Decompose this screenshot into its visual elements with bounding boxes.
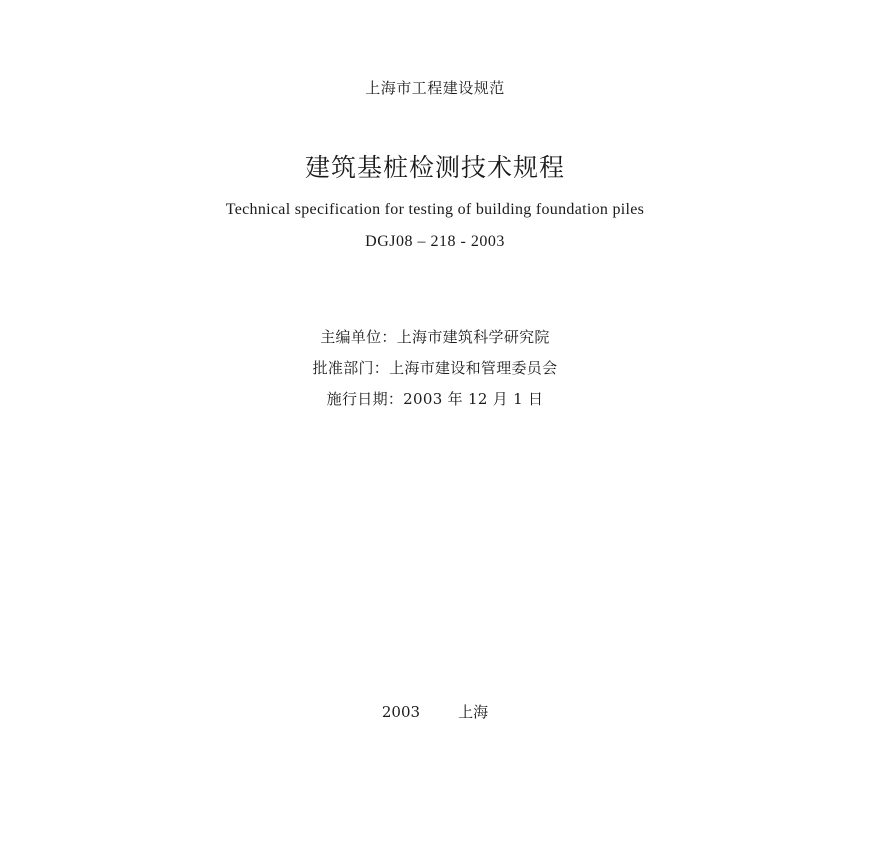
effective-date: 施行日期：2003 年 12 月 1 日: [326, 390, 544, 408]
standard-code: DGJ08 – 218 - 2003: [365, 233, 505, 250]
series-label: 上海市工程建设规范: [365, 79, 505, 97]
footer-year: 2003: [381, 703, 421, 721]
document-title-chinese: 建筑基桩检测技术规程: [304, 153, 565, 182]
publication-footer: [0, 701, 870, 722]
chief-editor-unit: 主编单位：上海市建筑科学研究院: [320, 328, 550, 346]
document-title-english: Technical specification for testing of building foundation piles: [225, 201, 645, 218]
approving-department: 批准部门：上海市建设和管理委员会: [312, 359, 558, 377]
footer-city: 上海: [458, 703, 489, 721]
